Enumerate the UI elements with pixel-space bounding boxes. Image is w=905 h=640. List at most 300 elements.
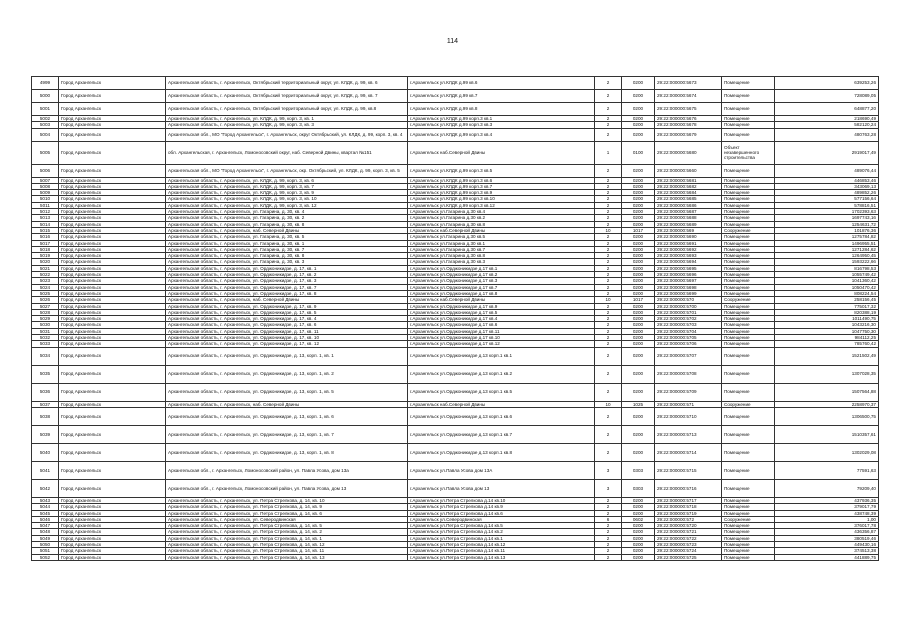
cadastral-number-cell: 29:22:000000:571 (655, 401, 722, 407)
table-row (32, 425, 879, 443)
object-type-cell: Помещение (722, 504, 775, 510)
short-address-cell: г.Архангельск ул.Петра Стрелкова д.14 кв.11 (408, 548, 595, 554)
short-address-cell: г.Архангельск ул.Орджоникидзе д.13 корп.1 кв.8 (408, 443, 595, 461)
row-number-cell: 5034 (32, 347, 59, 365)
type-code-cell: 0200 (622, 365, 655, 383)
cadastral-value-cell: 1507564,88 (775, 383, 879, 401)
cadastral-value-cell: 438748,39 (775, 510, 879, 516)
short-address-cell: г.Архангельск ул.Павла Усова дом 13 (408, 479, 595, 497)
cadastral-value-cell: 2258970,37 (775, 401, 879, 407)
row-number-cell: 5000 (32, 90, 59, 103)
object-type-cell: Помещение (722, 407, 775, 425)
municipality-cell: Город Архангельск (59, 341, 166, 347)
type-code-cell: 0200 (622, 504, 655, 510)
short-address-cell: г.Архангельск ул.Орджоникидзе д.17 кв.7 (408, 284, 595, 290)
group-code-cell: 2 (595, 548, 622, 554)
object-type-cell: Помещение (722, 103, 775, 116)
cadastral-number-cell: 29:22:000000:5717 (655, 497, 722, 503)
type-code-cell: 0200 (622, 335, 655, 341)
municipality-cell: Город Архангельск (59, 554, 166, 560)
cadastral-value-cell: 1521502,49 (775, 347, 879, 365)
short-address-cell: г.Архангельск ул.Петра Стрелкова д.14 кв.5 (408, 523, 595, 529)
row-number-cell: 5025 (32, 290, 59, 296)
object-type-cell: Помещение (722, 316, 775, 322)
cadastral-number-cell: 29:22:000000:5692 (655, 246, 722, 252)
short-address-cell: г.Архангельск ул.Орджоникидзе д.13 корп.1 кв.6 (408, 407, 595, 425)
object-type-cell: Помещение (722, 196, 775, 202)
table-row (32, 461, 879, 479)
row-number-cell: 5038 (32, 407, 59, 425)
group-code-cell: 2 (595, 202, 622, 208)
group-code-cell: 2 (595, 322, 622, 328)
type-code-cell: 0200 (622, 234, 655, 240)
cadastral-number-cell: 29:22:000000:5702 (655, 316, 722, 322)
type-code-cell: 0100 (622, 141, 655, 164)
group-code-cell: 2 (595, 407, 622, 425)
type-code-cell: 0200 (622, 529, 655, 535)
type-code-cell: 0200 (622, 177, 655, 183)
cadastral-number-cell: 29:22:000000:5685 (655, 196, 722, 202)
municipality-cell: Город Архангельск (59, 141, 166, 164)
type-code-cell: 0200 (622, 535, 655, 541)
full-address-cell: Архангельская область, г. Архангельск, ул. Орджоникидзе, д. 17, кв. 8 (166, 290, 408, 296)
cadastral-value-cell: 639253,26 (775, 77, 879, 90)
cadastral-number-cell: 29:22:000000:5725 (655, 554, 722, 560)
cadastral-value-cell: 1055749,42 (775, 272, 879, 278)
cadastral-number-cell: 29:22:000000:5714 (655, 443, 722, 461)
short-address-cell: г.Архангельск наб.Северной Двины (408, 297, 595, 303)
table-row (32, 128, 879, 141)
short-address-cell: г.Архангельск ул.Орджоникидзе д.13 корп.1 кв.7 (408, 425, 595, 443)
short-address-cell: г.Архангельск ул.КЛДК д.99 корп.3 кв.6 (408, 177, 595, 183)
row-number-cell: 5010 (32, 196, 59, 202)
type-code-cell: 0200 (622, 240, 655, 246)
group-code-cell: 2 (595, 164, 622, 177)
full-address-cell: Архангельская область, г. Архангельск, ул. КЛДК, д. 99, корп. 3, кв. 10 (166, 196, 408, 202)
short-address-cell: г.Архангельск ул.Гагарина д.30 кв.8 (408, 221, 595, 227)
full-address-cell: Архангельская область, г. Архангельск, ул. Петра Стрелкова, д. 14, кв. 12 (166, 541, 408, 547)
cadastral-value-cell: 437936,35 (775, 497, 879, 503)
cadastral-number-cell: 29:22:000000:5675 (655, 103, 722, 116)
row-number-cell: 5001 (32, 103, 59, 116)
object-type-cell: Помещение (722, 303, 775, 309)
type-code-cell: 0200 (622, 272, 655, 278)
full-address-cell: Архангельская область, г. Архангельск, ул. Орджоникидзе, д. 17, кв. 5 (166, 309, 408, 315)
cadastral-number-cell: 29:22:000000:5715 (655, 461, 722, 479)
full-address-cell: Архангельская область, г. Архангельск, ул. Петра Стрелкова, д. 14, кв. 6 (166, 510, 408, 516)
group-code-cell: 2 (595, 284, 622, 290)
full-address-cell: Архангельская область, г. Архангельск, ул. КЛДК, д. 99, корп. 3, кв. 6 (166, 177, 408, 183)
municipality-cell: Город Архангельск (59, 190, 166, 196)
type-code-cell: 0200 (622, 425, 655, 443)
municipality-cell: Город Архангельск (59, 196, 166, 202)
object-type-cell: Помещение (722, 510, 775, 516)
short-address-cell: г.Архангельск ул.Орджоникидзе д.17 кв.4 (408, 316, 595, 322)
short-address-cell: г.Архангельск ул.КЛДК д.99 корп.3 кв.1 (408, 116, 595, 122)
full-address-cell: Архангельская область, г. Архангельск, ул. Петра Стрелкова, д. 14, кв. 9 (166, 504, 408, 510)
group-code-cell: 2 (595, 335, 622, 341)
cadastral-number-cell: 29:22:000000:5686 (655, 202, 722, 208)
short-address-cell: г.Архангельск ул.Орджоникидзе д.17 кв.2 (408, 272, 595, 278)
municipality-cell: Город Архангельск (59, 541, 166, 547)
short-address-cell: г.Архангельск ул.КЛДК д.99 корп.3 кв.4 (408, 128, 595, 141)
type-code-cell: 0303 (622, 479, 655, 497)
table-row (32, 407, 879, 425)
full-address-cell: Архангельская обл., МО "Город Архангельск", г. Архангельск, окр. Октябрьский, ул. КЛДК, д. 99, корп. 3, кв. 5 (166, 164, 408, 177)
group-code-cell: 2 (595, 383, 622, 401)
full-address-cell: Архангельская область, г. Архангельск, Октябрьский территориальный округ, ул. КЛДК, д. 99, кв. 7 (166, 90, 408, 103)
row-number-cell: 5037 (32, 401, 59, 407)
type-code-cell: 0200 (622, 221, 655, 227)
group-code-cell: 2 (595, 116, 622, 122)
full-address-cell: Архангельская область, г. Архангельск, ул. Орджоникидзе, д. 17, кв. 12 (166, 341, 408, 347)
cadastral-number-cell: 29:22:000000:5707 (655, 347, 722, 365)
object-type-cell: Помещение (722, 535, 775, 541)
type-code-cell: 0200 (622, 77, 655, 90)
full-address-cell: Архангельская область, г. Архангельск, ул. КЛДК, д. 99, корп. 3, кв. 7 (166, 183, 408, 189)
row-number-cell: 5012 (32, 209, 59, 215)
row-number-cell: 5026 (32, 297, 59, 303)
cadastral-value-cell: 648877,20 (775, 103, 879, 116)
cadastral-value-cell: 1041360,42 (775, 278, 879, 284)
object-type-cell: Сооружение (722, 516, 775, 522)
cadastral-number-cell: 29:22:000000:5682 (655, 183, 722, 189)
municipality-cell: Город Архангельск (59, 504, 166, 510)
cadastral-number-cell: 29:22:000000:5719 (655, 510, 722, 516)
cadastral-value-cell: 489852,26 (775, 190, 879, 196)
municipality-cell: Город Архангельск (59, 272, 166, 278)
full-address-cell: Архангельская обл., г. Архангельск, Ломоносовский район, ул. Павла Усова, дом 13а (166, 461, 408, 479)
cadastral-number-cell: 29:22:000000:5687 (655, 209, 722, 215)
group-code-cell: 2 (595, 541, 622, 547)
object-type-cell: Помещение (722, 164, 775, 177)
full-address-cell: Архангельская область, г. Архангельск, ул. Орджоникидзе, д. 17, кв. 2 (166, 272, 408, 278)
type-code-cell: 0200 (622, 322, 655, 328)
object-type-cell: Помещение (722, 548, 775, 554)
municipality-cell: Город Архангельск (59, 164, 166, 177)
row-number-cell: 5020 (32, 259, 59, 265)
municipality-cell: Город Архангельск (59, 322, 166, 328)
row-number-cell: 5039 (32, 425, 59, 443)
short-address-cell: г.Архангельск ул.Орджоникидзе д.17 кв.9 (408, 303, 595, 309)
municipality-cell: Город Архангельск (59, 523, 166, 529)
row-number-cell: 5046 (32, 516, 59, 522)
short-address-cell: г.Архангельск ул.Гагарина д.30 кв.2 (408, 215, 595, 221)
group-code-cell: 2 (595, 497, 622, 503)
cadastral-number-cell: 29:22:000000:5724 (655, 548, 722, 554)
object-type-cell: Помещение (722, 209, 775, 215)
row-number-cell: 5004 (32, 128, 59, 141)
cadastral-value-cell: 258156,45 (775, 297, 879, 303)
cadastral-value-cell: 1307028,35 (775, 365, 879, 383)
type-code-cell: 0200 (622, 90, 655, 103)
full-address-cell: обл. Архангельская, г. Архангельск, Ломоносовский округ, наб. Северной Двины, квартал №151 (166, 141, 408, 164)
type-code-cell: 0200 (622, 196, 655, 202)
short-address-cell: г.Архангельск ул.Гагарина д.30 кв.3 (408, 259, 595, 265)
cadastral-value-cell: 1271284,62 (775, 246, 879, 252)
short-address-cell: г.Архангельск наб.Северной Двины (408, 401, 595, 407)
type-code-cell: 0200 (622, 383, 655, 401)
cadastral-value-cell: 376017,78 (775, 523, 879, 529)
type-code-cell: 0200 (622, 246, 655, 252)
type-code-cell: 0200 (622, 328, 655, 334)
cadastral-value-cell: 101876,36 (775, 227, 879, 233)
cadastral-value-cell: 374513,38 (775, 548, 879, 554)
cadastral-value-cell: 816798,53 (775, 265, 879, 271)
row-number-cell: 5048 (32, 529, 59, 535)
group-code-cell: 2 (595, 341, 622, 347)
municipality-cell: Город Архангельск (59, 316, 166, 322)
cadastral-value-cell: 1302029,08 (775, 443, 879, 461)
cadastral-number-cell: 29:22:000000:5694 (655, 259, 722, 265)
type-code-cell: 1025 (622, 401, 655, 407)
group-code-cell: 10 (595, 297, 622, 303)
cadastral-value-cell: 728089,05 (775, 90, 879, 103)
type-code-cell: 0200 (622, 122, 655, 128)
municipality-cell: Город Архангельск (59, 529, 166, 535)
group-code-cell: 2 (595, 240, 622, 246)
short-address-cell: г.Архангельск ул.Орджоникидзе д.17 кв.11 (408, 328, 595, 334)
type-code-cell: 0200 (622, 510, 655, 516)
row-number-cell: 5013 (32, 215, 59, 221)
full-address-cell: Архангельская область, г. Архангельск, ул. Гагарина, д. 30, кв. 8 (166, 221, 408, 227)
municipality-cell: Город Архангельск (59, 443, 166, 461)
object-type-cell: Помещение (722, 221, 775, 227)
object-type-cell: Помещение (722, 541, 775, 547)
full-address-cell: Архангельская область, г. Архангельск, ул. Орджоникидзе, д. 17, кв. 1 (166, 265, 408, 271)
row-number-cell: 5041 (32, 461, 59, 479)
cadastral-number-cell: 29:22:000000:5688 (655, 215, 722, 221)
municipality-cell: Город Архангельск (59, 548, 166, 554)
municipality-cell: Город Архангельск (59, 401, 166, 407)
cadastral-value-cell: 1275784,82 (775, 234, 879, 240)
cadastral-value-cell: 1011490,75 (775, 316, 879, 322)
type-code-cell: 0303 (622, 461, 655, 479)
full-address-cell: Архангельская область, г. Архангельск, ул. Орджоникидзе, д. 13, корп. 1, кв. 5 (166, 383, 408, 401)
type-code-cell: 0200 (622, 284, 655, 290)
row-number-cell: 5051 (32, 548, 59, 554)
object-type-cell: Помещение (722, 215, 775, 221)
cadastral-number-cell: 29:22:000000:5674 (655, 90, 722, 103)
type-code-cell: 0200 (622, 497, 655, 503)
object-type-cell: Сооружение (722, 297, 775, 303)
group-code-cell: 2 (595, 328, 622, 334)
cadastral-value-cell: 820388,19 (775, 309, 879, 315)
cadastral-value-cell: 489076,44 (775, 164, 879, 177)
row-number-cell: 5032 (32, 335, 59, 341)
short-address-cell: г.Архангельск ул.Петра Стрелкова д.14 кв.13 (408, 554, 595, 560)
municipality-cell: Город Архангельск (59, 297, 166, 303)
type-code-cell: 1017 (622, 227, 655, 233)
group-code-cell: 2 (595, 303, 622, 309)
object-type-cell: Помещение (722, 246, 775, 252)
municipality-cell: Город Архангельск (59, 535, 166, 541)
cadastral-number-cell: 29:22:000000:5700 (655, 303, 722, 309)
full-address-cell: Архангельская область, г. Архангельск, наб. Северной Двины (166, 401, 408, 407)
object-type-cell: Помещение (722, 365, 775, 383)
object-type-cell: Помещение (722, 425, 775, 443)
type-code-cell: 0200 (622, 253, 655, 259)
full-address-cell: Архангельская область, г. Архангельск, ул. Северодвинская (166, 516, 408, 522)
object-type-cell: Помещение (722, 183, 775, 189)
cadastral-value-cell: 775017,32 (775, 303, 879, 309)
full-address-cell: Архангельская область, г. Архангельск, ул. Орджоникидзе, д. 17, кв. 3 (166, 278, 408, 284)
cadastral-value-cell: 1264950,45 (775, 253, 879, 259)
full-address-cell: Архангельская область, г. Архангельск, ул. Гагарина, д. 30, кв. 4 (166, 209, 408, 215)
group-code-cell: 2 (595, 365, 622, 383)
short-address-cell: г.Архангельск ул.Петра Стрелкова д.14 кв.10 (408, 497, 595, 503)
group-code-cell: 2 (595, 278, 622, 284)
group-code-cell: 2 (595, 183, 622, 189)
row-number-cell: 5002 (32, 116, 59, 122)
table-row (32, 554, 879, 560)
type-code-cell: 0200 (622, 541, 655, 547)
group-code-cell: 2 (595, 535, 622, 541)
cadastral-value-cell: 77591,63 (775, 461, 879, 479)
row-number-cell: 5035 (32, 365, 59, 383)
short-address-cell: г.Архангельск ул.КЛДК д.99 кв.8 (408, 103, 595, 116)
short-address-cell: г.Архангельск ул.Петра Стрелкова д.14 кв.6 (408, 510, 595, 516)
municipality-cell: Город Архангельск (59, 103, 166, 116)
cadastral-number-cell: 29:22:000000:5690 (655, 234, 722, 240)
object-type-cell: Помещение (722, 259, 775, 265)
cadastral-number-cell: 29:22:000000:5722 (655, 535, 722, 541)
municipality-cell: Город Архангельск (59, 259, 166, 265)
row-number-cell: 4999 (32, 77, 59, 90)
table-row (32, 347, 879, 365)
object-type-cell: Сооружение (722, 401, 775, 407)
object-type-cell: Помещение (722, 322, 775, 328)
full-address-cell: Архангельская область, г. Архангельск, ул. Петра Стрелкова, д. 14, кв. 5 (166, 523, 408, 529)
short-address-cell: г.Архангельск ул.Северодвинская (408, 516, 595, 522)
full-address-cell: Архангельская область, г. Архангельск, ул. Гагарина, д. 30, кв. 5 (166, 234, 408, 240)
cadastral-value-cell: 343069,13 (775, 183, 879, 189)
cadastral-number-cell: 29:22:000000:5710 (655, 407, 722, 425)
cadastral-value-cell: 380519,46 (775, 535, 879, 541)
group-code-cell: 2 (595, 221, 622, 227)
object-type-cell: Помещение (722, 309, 775, 315)
object-type-cell: Помещение (722, 554, 775, 560)
row-number-cell: 5033 (32, 341, 59, 347)
short-address-cell: г.Архангельск ул.Петра Стрелкова д.14 кв.12 (408, 541, 595, 547)
municipality-cell: Город Архангельск (59, 347, 166, 365)
group-code-cell: 2 (595, 504, 622, 510)
object-type-cell: Помещение (722, 335, 775, 341)
municipality-cell: Город Архангельск (59, 253, 166, 259)
object-type-cell: Помещение (722, 128, 775, 141)
group-code-cell: 2 (595, 523, 622, 529)
full-address-cell: Архангельская область, г. Архангельск, наб. Северной Двины (166, 297, 408, 303)
cadastral-number-cell: 29:22:000000:5684 (655, 190, 722, 196)
row-number-cell: 5024 (32, 284, 59, 290)
row-number-cell: 5017 (32, 240, 59, 246)
row-number-cell: 5023 (32, 278, 59, 284)
municipality-cell: Город Архангельск (59, 177, 166, 183)
cadastral-value-cell: 578816,51 (775, 202, 879, 208)
short-address-cell: г.Архангельск ул.КЛДК д.99 корп.3 кв.10 (408, 196, 595, 202)
full-address-cell: Архангельская область, г. Архангельск, ул. КЛДК, д. 99, корп. 3, кв. 9 (166, 190, 408, 196)
municipality-cell: Город Архангельск (59, 265, 166, 271)
type-code-cell: 0200 (622, 443, 655, 461)
group-code-cell: 2 (595, 209, 622, 215)
short-address-cell: г.Архангельск ул.Петра Стрелкова д.14 кв.9 (408, 504, 595, 510)
municipality-cell: Город Архангельск (59, 246, 166, 252)
cadastral-number-cell: 29:22:000000:5689 (655, 221, 722, 227)
short-address-cell: г.Архангельск ул.Гагарина д.30 кв.4 (408, 209, 595, 215)
municipality-cell: Город Архангельск (59, 309, 166, 315)
type-code-cell: 0200 (622, 259, 655, 265)
municipality-cell: Город Архангельск (59, 90, 166, 103)
cadastral-value-cell: 449430,16 (775, 541, 879, 547)
group-code-cell: 1 (595, 141, 622, 164)
row-number-cell: 5044 (32, 504, 59, 510)
row-number-cell: 5008 (32, 183, 59, 189)
cadastral-value-cell: 2919017,49 (775, 141, 879, 164)
object-type-cell: Помещение (722, 461, 775, 479)
object-type-cell: Помещение (722, 290, 775, 296)
full-address-cell: Архангельская область, г. Архангельск, ул. Орджоникидзе, д. 17, кв. 11 (166, 328, 408, 334)
cadastral-value-cell: 984112,25 (775, 335, 879, 341)
short-address-cell: г.Архангельск ул.КЛДК д.99 корп.3 кв.5 (408, 164, 595, 177)
short-address-cell: г.Архангельск ул.Орджоникидзе д.13 корп.1 кв.2 (408, 365, 595, 383)
type-code-cell: 0200 (622, 278, 655, 284)
object-type-cell: Помещение (722, 497, 775, 503)
cadastral-number-cell: 29:22:000000:5695 (655, 265, 722, 271)
group-code-cell: 2 (595, 215, 622, 221)
municipality-cell: Город Архангельск (59, 122, 166, 128)
table-row (32, 443, 879, 461)
group-code-cell: 2 (595, 128, 622, 141)
cadastral-number-cell: 29:22:000000:5708 (655, 365, 722, 383)
cadastral-number-cell: 29:22:000000:569 (655, 227, 722, 233)
full-address-cell: Архангельская область, г. Архангельск, ул. КЛДК, д. 99, корп. 3, кв. 12 (166, 202, 408, 208)
short-address-cell: г.Архангельск ул.КЛДК д.99 корп.3 кв.12 (408, 202, 595, 208)
full-address-cell: Архангельская область, г. Архангельск, ул. Петра Стрелкова, д. 14, кв. 13 (166, 554, 408, 560)
type-code-cell: 0200 (622, 209, 655, 215)
group-code-cell: 2 (595, 190, 622, 196)
object-type-cell: Помещение (722, 202, 775, 208)
short-address-cell: г.Архангельск ул.Орджоникидзе д.17 кв.10 (408, 335, 595, 341)
group-code-cell: 2 (595, 259, 622, 265)
object-type-cell: Помещение (722, 122, 775, 128)
full-address-cell: Архангельская область, г. Архангельск, ул. Гагарина, д. 30, кв. 3 (166, 259, 408, 265)
cadastral-number-cell: 29:22:000000:5706 (655, 341, 722, 347)
row-number-cell: 5019 (32, 253, 59, 259)
municipality-cell: Город Архангельск (59, 516, 166, 522)
group-code-cell: 2 (595, 347, 622, 365)
type-code-cell: 0200 (622, 164, 655, 177)
municipality-cell: Город Архангельск (59, 227, 166, 233)
short-address-cell: г.Архангельск ул.Орджоникидзе д.13 корп.1 кв.1 (408, 347, 595, 365)
full-address-cell: Архангельская область, г. Архангельск, ул. Орджоникидзе, д. 17, кв. 10 (166, 335, 408, 341)
cadastral-value-cell: 1496955,51 (775, 240, 879, 246)
short-address-cell: г.Архангельск ул.КЛДК д.99 кв.7 (408, 90, 595, 103)
short-address-cell: г.Архангельск ул.КЛДК д.99 корп.3 кв.7 (408, 183, 595, 189)
municipality-cell: Город Архангельск (59, 335, 166, 341)
full-address-cell: Архангельская область, г. Архангельск, ул. Гагарина, д. 30, кв. 1 (166, 240, 408, 246)
cadastral-number-cell: 29:22:000000:5681 (655, 177, 722, 183)
short-address-cell: г.Архангельск ул.Гагарина д.30 кв.7 (408, 246, 595, 252)
page-number: 114 (446, 38, 459, 45)
object-type-cell: Помещение (722, 253, 775, 259)
full-address-cell: Архангельская область, г. Архангельск, ул. КЛДК, д. 99, корп. 3, кв. 1 (166, 116, 408, 122)
object-type-cell: Помещение (722, 443, 775, 461)
object-type-cell: Помещение (722, 328, 775, 334)
full-address-cell: Архангельская область, г. Архангельск, ул. Орджоникидзе, д. 13, корп. 1, кв. 6 (166, 407, 408, 425)
short-address-cell: г.Архангельск ул.Орджоникидзе д.17 кв.1 (408, 265, 595, 271)
municipality-cell: Город Архангельск (59, 202, 166, 208)
object-type-cell: Помещение (722, 341, 775, 347)
